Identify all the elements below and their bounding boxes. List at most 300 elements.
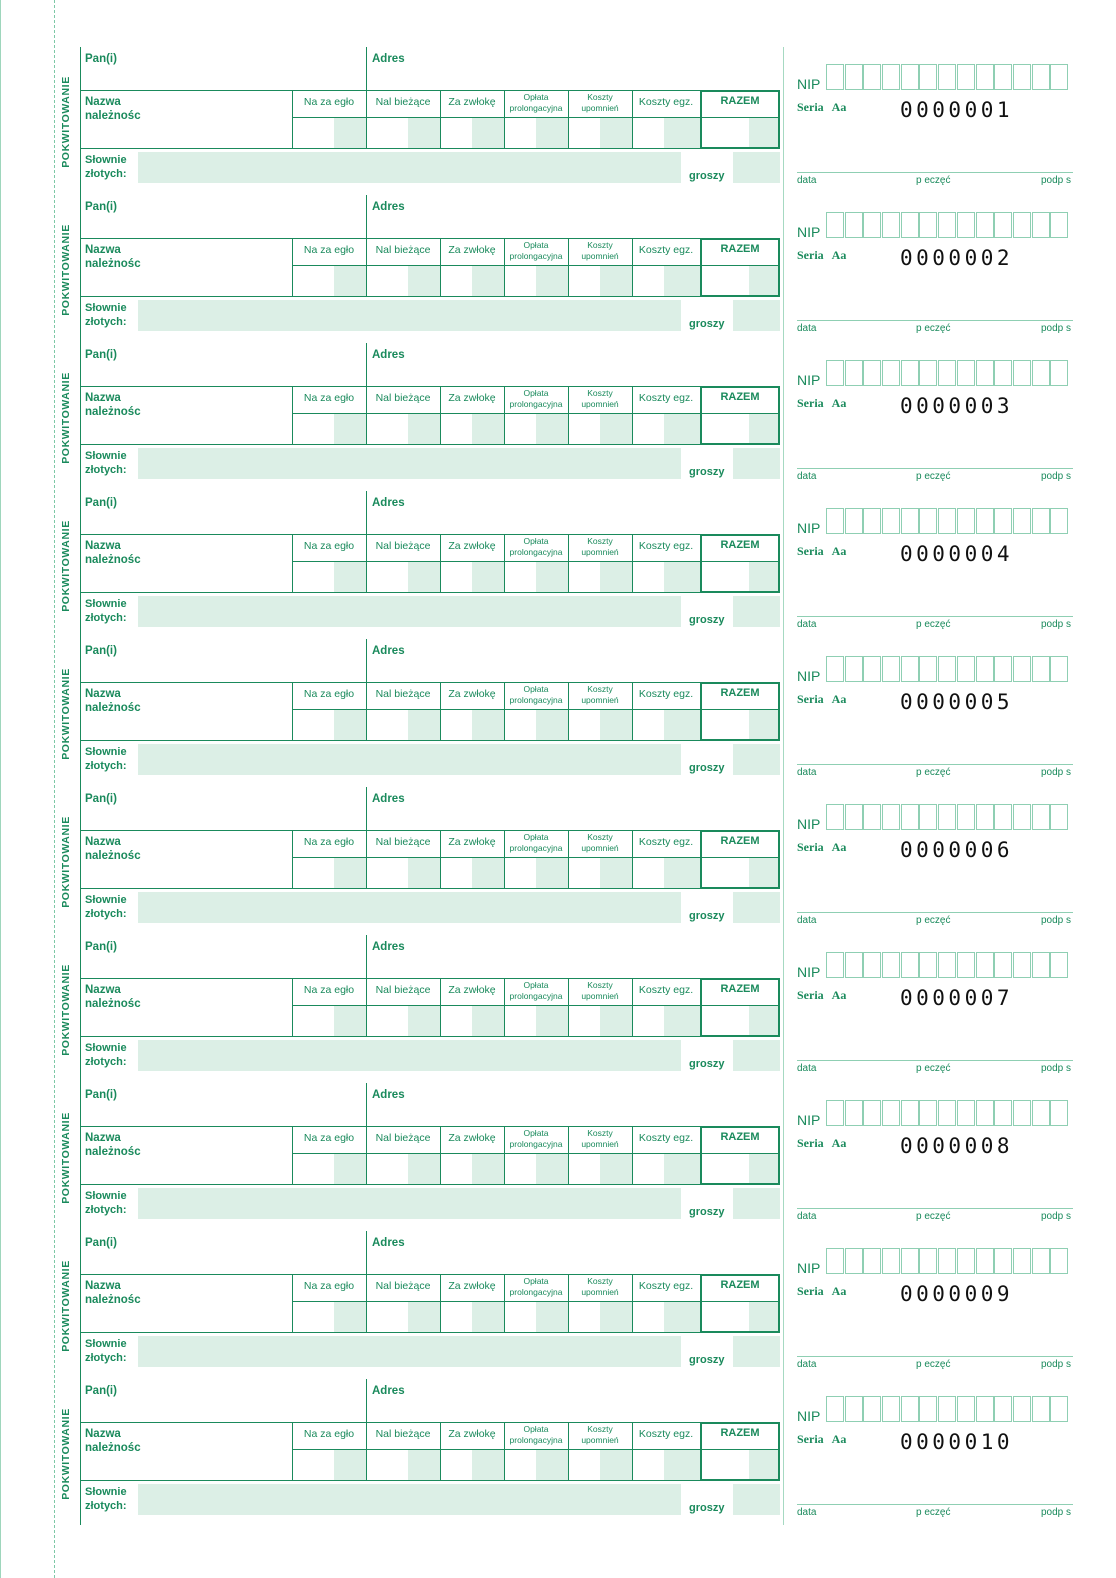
receipt-row: [0, 935, 1116, 1083]
slownie-label-2: złotych:: [85, 1056, 127, 1068]
podpis-label: podp s: [1041, 915, 1072, 926]
razem-box[interactable]: [700, 386, 780, 445]
receipt-row: [0, 1379, 1116, 1527]
seria-label: Seria Aa: [797, 1432, 847, 1446]
nazwa-label-2: należnośc: [85, 1146, 141, 1158]
razem-box[interactable]: [700, 1126, 780, 1185]
nip-boxes[interactable]: [826, 804, 1069, 830]
grosze-field-3[interactable]: [472, 1450, 504, 1480]
signature-line: [797, 468, 1073, 469]
slownie-field[interactable]: [138, 892, 681, 923]
groszy-field[interactable]: [733, 300, 780, 331]
pan-label: Pan(i): [85, 1385, 117, 1397]
grosze-field-4[interactable]: [536, 414, 568, 444]
col-razem: RAZEM: [720, 243, 760, 255]
col-za-zwloke: Za zwłokę: [448, 688, 496, 700]
col-razem: RAZEM: [720, 1131, 760, 1143]
grosze-field-4[interactable]: [536, 266, 568, 296]
col-oplata-line2: prolongacyjna: [509, 843, 563, 853]
nazwa-label-2: należnośc: [85, 110, 141, 122]
grosze-field-6[interactable]: [664, 1302, 700, 1332]
slownie-label-2: złotych:: [85, 908, 127, 920]
col-oplata-line1: Opłata: [523, 92, 549, 102]
col-razem: RAZEM: [720, 1279, 760, 1291]
slownie-label-2: złotych:: [85, 168, 127, 180]
rule: [80, 888, 780, 889]
razem-box[interactable]: [700, 534, 780, 593]
slownie-label-2: złotych:: [85, 1500, 127, 1512]
pan-adres-divider: [366, 787, 367, 830]
col-naleznosc-zalegla: Na za egło: [303, 392, 355, 404]
slownie-label-1: Słownie: [85, 746, 127, 758]
razem-box[interactable]: [700, 682, 780, 741]
razem-box[interactable]: [700, 1274, 780, 1333]
col-naleznosc-zalegla: Na za egło: [303, 244, 355, 256]
groszy-field[interactable]: [733, 1040, 780, 1071]
groszy-field[interactable]: [733, 152, 780, 183]
nip-label: NIP: [797, 1112, 821, 1128]
pokwitowanie-label: POKWITOWANIE: [60, 964, 72, 1056]
grosze-field-6[interactable]: [664, 1154, 700, 1184]
pan-label: Pan(i): [85, 349, 117, 361]
col-koszty-upomnien-line1: Koszty: [587, 240, 613, 250]
pieczec-label: p eczęć: [916, 767, 951, 778]
grosze-field-2[interactable]: [408, 1302, 440, 1332]
podpis-label: podp s: [1041, 1063, 1072, 1074]
pan-label: Pan(i): [85, 941, 117, 953]
nip-label: NIP: [797, 224, 821, 240]
grosze-field-2[interactable]: [408, 1450, 440, 1480]
serial-number: 0000006: [900, 838, 1014, 862]
groszy-field[interactable]: [733, 448, 780, 479]
grosze-field-4[interactable]: [536, 1154, 568, 1184]
pan-label: Pan(i): [85, 1089, 117, 1101]
rule: [80, 1480, 780, 1481]
grosze-field-3[interactable]: [472, 414, 504, 444]
grosze-field-6[interactable]: [664, 562, 700, 592]
slownie-label-1: Słownie: [85, 1042, 127, 1054]
grosze-field-1[interactable]: [334, 562, 366, 592]
rule: [80, 148, 780, 149]
grosze-field-3[interactable]: [472, 710, 504, 740]
groszy-field[interactable]: [733, 1336, 780, 1367]
col-koszty-upomnien-line1: Koszty: [587, 1128, 613, 1138]
serial-number: 0000009: [900, 1282, 1014, 1306]
pieczec-label: p eczęć: [916, 323, 951, 334]
col-oplata-line1: Opłata: [523, 832, 549, 842]
pan-adres-divider: [366, 47, 367, 90]
col-naleznosc-zalegla: Na za egło: [303, 1280, 355, 1292]
pan-label: Pan(i): [85, 201, 117, 213]
serial-number: 0000005: [900, 690, 1014, 714]
adres-label: Adres: [372, 349, 405, 361]
receipt-row: [0, 1231, 1116, 1379]
col-za-zwloke: Za zwłokę: [448, 1428, 496, 1440]
pan-adres-divider: [366, 491, 367, 534]
serial-number: 0000002: [900, 246, 1014, 270]
col-razem: RAZEM: [720, 95, 760, 107]
rule: [80, 592, 780, 593]
col-naleznosc-biezaca: Nal bieżące: [375, 836, 431, 848]
grosze-field-2[interactable]: [408, 562, 440, 592]
grosze-field-4[interactable]: [536, 562, 568, 592]
data-label: data: [797, 767, 817, 778]
pieczec-label: p eczęć: [916, 175, 951, 186]
adres-label: Adres: [372, 1089, 405, 1101]
nazwa-label-1: Nazwa: [85, 836, 121, 848]
grosze-field-6[interactable]: [664, 118, 700, 148]
col-naleznosc-biezaca: Nal bieżące: [375, 540, 431, 552]
col-koszty-egz: Koszty egz.: [638, 1132, 694, 1144]
nazwa-label-1: Nazwa: [85, 540, 121, 552]
nip-boxes[interactable]: [826, 656, 1069, 682]
signature-line: [797, 616, 1073, 617]
col-razem: RAZEM: [720, 391, 760, 403]
signature-line: [797, 1208, 1073, 1209]
grosze-field-4[interactable]: [536, 1006, 568, 1036]
col-oplata-line2: prolongacyjna: [509, 695, 563, 705]
nip-boxes[interactable]: [826, 1100, 1069, 1126]
col-razem: RAZEM: [720, 687, 760, 699]
grosze-field-5[interactable]: [600, 118, 632, 148]
pieczec-label: p eczęć: [916, 619, 951, 630]
slownie-label-1: Słownie: [85, 1190, 127, 1202]
grosze-field-1[interactable]: [334, 414, 366, 444]
nazwa-label-2: należnośc: [85, 554, 141, 566]
pieczec-label: p eczęć: [916, 1359, 951, 1370]
signature-line: [797, 1060, 1073, 1061]
rule: [80, 682, 778, 683]
nip-boxes[interactable]: [826, 952, 1069, 978]
col-koszty-egz: Koszty egz.: [638, 96, 694, 108]
col-naleznosc-zalegla: Na za egło: [303, 836, 355, 848]
slownie-label-2: złotych:: [85, 1352, 127, 1364]
pokwitowanie-label: POKWITOWANIE: [60, 1112, 72, 1204]
pan-adres-divider: [366, 935, 367, 978]
col-koszty-upomnien-line1: Koszty: [587, 684, 613, 694]
groszy-field[interactable]: [733, 1188, 780, 1219]
nip-boxes[interactable]: [826, 212, 1069, 238]
slownie-field[interactable]: [138, 744, 681, 775]
grosze-field-4[interactable]: [536, 858, 568, 888]
grosze-field-1[interactable]: [334, 858, 366, 888]
col-koszty-egz: Koszty egz.: [638, 836, 694, 848]
rule: [80, 1274, 778, 1275]
slownie-field[interactable]: [138, 300, 681, 331]
grosze-field-6[interactable]: [664, 266, 700, 296]
nip-boxes[interactable]: [826, 360, 1069, 386]
groszy-label: groszy: [689, 1354, 725, 1366]
pieczec-label: p eczęć: [916, 1063, 951, 1074]
nip-boxes[interactable]: [826, 1248, 1069, 1274]
serial-number: 0000003: [900, 394, 1014, 418]
grosze-field-1[interactable]: [334, 1154, 366, 1184]
slownie-field[interactable]: [138, 1040, 681, 1071]
col-koszty-egz: Koszty egz.: [638, 984, 694, 996]
signature-line: [797, 1504, 1073, 1505]
pokwitowanie-label: POKWITOWANIE: [60, 76, 72, 168]
col-naleznosc-biezaca: Nal bieżące: [375, 1428, 431, 1440]
adres-label: Adres: [372, 1237, 405, 1249]
col-naleznosc-zalegla: Na za egło: [303, 1132, 355, 1144]
col-naleznosc-biezaca: Nal bieżące: [375, 392, 431, 404]
serial-number: 0000008: [900, 1134, 1014, 1158]
nip-label: NIP: [797, 372, 821, 388]
pan-adres-divider: [366, 1083, 367, 1126]
slownie-field[interactable]: [138, 1484, 681, 1515]
groszy-label: groszy: [689, 1206, 725, 1218]
data-label: data: [797, 619, 817, 630]
col-za-zwloke: Za zwłokę: [448, 1280, 496, 1292]
slownie-field[interactable]: [138, 152, 681, 183]
col-za-zwloke: Za zwłokę: [448, 540, 496, 552]
grosze-field-3[interactable]: [472, 1302, 504, 1332]
pan-label: Pan(i): [85, 793, 117, 805]
grosze-field-1[interactable]: [334, 710, 366, 740]
grosze-field-4[interactable]: [536, 710, 568, 740]
grosze-field-6[interactable]: [664, 1450, 700, 1480]
col-koszty-upomnien-line2: upomnień: [581, 991, 619, 1001]
grosze-field-3[interactable]: [472, 562, 504, 592]
col-za-zwloke: Za zwłokę: [448, 836, 496, 848]
pan-adres-divider: [366, 1231, 367, 1274]
grosze-field-3[interactable]: [472, 266, 504, 296]
grosze-field-2[interactable]: [408, 118, 440, 148]
groszy-label: groszy: [689, 1058, 725, 1070]
rule: [80, 386, 778, 387]
col-naleznosc-biezaca: Nal bieżące: [375, 1132, 431, 1144]
seria-label: Seria Aa: [797, 840, 847, 854]
pieczec-label: p eczęć: [916, 915, 951, 926]
seria-label: Seria Aa: [797, 544, 847, 558]
col-oplata-line1: Opłata: [523, 240, 549, 250]
rule: [80, 1332, 780, 1333]
col-za-zwloke: Za zwłokę: [448, 244, 496, 256]
signature-line: [797, 1356, 1073, 1357]
col-koszty-egz: Koszty egz.: [638, 540, 694, 552]
pan-adres-divider: [366, 343, 367, 386]
rule: [80, 1126, 778, 1127]
grosze-field-5[interactable]: [600, 1450, 632, 1480]
slownie-field[interactable]: [138, 1336, 681, 1367]
nip-label: NIP: [797, 668, 821, 684]
col-koszty-upomnien-line2: upomnień: [581, 1287, 619, 1297]
grosze-field-5[interactable]: [600, 562, 632, 592]
rule: [80, 740, 780, 741]
groszy-label: groszy: [689, 1502, 725, 1514]
pokwitowanie-label: POKWITOWANIE: [60, 224, 72, 316]
data-label: data: [797, 1211, 817, 1222]
razem-box[interactable]: [700, 1422, 780, 1481]
nazwa-label-2: należnośc: [85, 998, 141, 1010]
col-koszty-upomnien-line1: Koszty: [587, 536, 613, 546]
podpis-label: podp s: [1041, 1211, 1072, 1222]
razem-box[interactable]: [700, 978, 780, 1037]
grosze-field-2[interactable]: [408, 1154, 440, 1184]
groszy-field[interactable]: [733, 1484, 780, 1515]
col-naleznosc-zalegla: Na za egło: [303, 540, 355, 552]
grosze-field-2[interactable]: [408, 266, 440, 296]
grosze-field-5[interactable]: [600, 266, 632, 296]
col-oplata-line1: Opłata: [523, 684, 549, 694]
receipt-row: [0, 491, 1116, 639]
grosze-field-6[interactable]: [664, 1006, 700, 1036]
adres-label: Adres: [372, 201, 405, 213]
col-razem: RAZEM: [720, 1427, 760, 1439]
col-naleznosc-biezaca: Nal bieżące: [375, 96, 431, 108]
adres-label: Adres: [372, 941, 405, 953]
nazwa-label-2: należnośc: [85, 1294, 141, 1306]
grosze-field-5[interactable]: [600, 1006, 632, 1036]
adres-label: Adres: [372, 497, 405, 509]
groszy-label: groszy: [689, 466, 725, 478]
col-koszty-upomnien-line2: upomnień: [581, 399, 619, 409]
pieczec-label: p eczęć: [916, 471, 951, 482]
col-naleznosc-zalegla: Na za egło: [303, 1428, 355, 1440]
grosze-field-1[interactable]: [334, 1302, 366, 1332]
razem-box[interactable]: [700, 90, 780, 149]
col-koszty-upomnien-line1: Koszty: [587, 832, 613, 842]
col-koszty-upomnien-line1: Koszty: [587, 1276, 613, 1286]
slownie-label-2: złotych:: [85, 464, 127, 476]
grosze-field-2[interactable]: [408, 710, 440, 740]
groszy-field[interactable]: [733, 892, 780, 923]
nip-label: NIP: [797, 76, 821, 92]
nip-boxes[interactable]: [826, 64, 1069, 90]
pokwitowanie-label: POKWITOWANIE: [60, 816, 72, 908]
col-naleznosc-biezaca: Nal bieżące: [375, 984, 431, 996]
podpis-label: podp s: [1041, 175, 1072, 186]
grosze-field-5[interactable]: [600, 1302, 632, 1332]
slownie-field[interactable]: [138, 596, 681, 627]
nazwa-label-1: Nazwa: [85, 1132, 121, 1144]
slownie-label-2: złotych:: [85, 760, 127, 772]
grosze-field-3[interactable]: [472, 858, 504, 888]
slownie-label-1: Słownie: [85, 894, 127, 906]
serial-number: 0000007: [900, 986, 1014, 1010]
col-naleznosc-biezaca: Nal bieżące: [375, 1280, 431, 1292]
col-koszty-upomnien-line2: upomnień: [581, 251, 619, 261]
grosze-field-5[interactable]: [600, 414, 632, 444]
groszy-field[interactable]: [733, 596, 780, 627]
slownie-label-1: Słownie: [85, 450, 127, 462]
col-koszty-upomnien-line1: Koszty: [587, 92, 613, 102]
data-label: data: [797, 1359, 817, 1370]
serial-number: 0000010: [900, 1430, 1014, 1454]
data-label: data: [797, 471, 817, 482]
grosze-field-5[interactable]: [600, 1154, 632, 1184]
podpis-label: podp s: [1041, 323, 1072, 334]
grosze-field-5[interactable]: [600, 858, 632, 888]
razem-box[interactable]: [700, 830, 780, 889]
grosze-field-2[interactable]: [408, 414, 440, 444]
rule: [80, 444, 780, 445]
podpis-label: podp s: [1041, 619, 1072, 630]
grosze-field-6[interactable]: [664, 710, 700, 740]
nazwa-label-1: Nazwa: [85, 244, 121, 256]
grosze-field-3[interactable]: [472, 118, 504, 148]
seria-label: Seria Aa: [797, 396, 847, 410]
pokwitowanie-label: POKWITOWANIE: [60, 1260, 72, 1352]
col-naleznosc-zalegla: Na za egło: [303, 96, 355, 108]
receipt-row: [0, 47, 1116, 195]
groszy-label: groszy: [689, 170, 725, 182]
grosze-field-4[interactable]: [536, 1450, 568, 1480]
grosze-field-4[interactable]: [536, 1302, 568, 1332]
col-koszty-upomnien-line2: upomnień: [581, 1435, 619, 1445]
col-koszty-egz: Koszty egz.: [638, 688, 694, 700]
razem-box[interactable]: [700, 238, 780, 297]
grosze-field-1[interactable]: [334, 266, 366, 296]
grosze-field-1[interactable]: [334, 1450, 366, 1480]
col-oplata-line1: Opłata: [523, 388, 549, 398]
slownie-label-2: złotych:: [85, 612, 127, 624]
nazwa-label-1: Nazwa: [85, 984, 121, 996]
grosze-field-3[interactable]: [472, 1154, 504, 1184]
nazwa-label-2: należnośc: [85, 850, 141, 862]
col-koszty-egz: Koszty egz.: [638, 244, 694, 256]
grosze-field-2[interactable]: [408, 1006, 440, 1036]
pan-adres-divider: [366, 639, 367, 682]
data-label: data: [797, 323, 817, 334]
slownie-field[interactable]: [138, 1188, 681, 1219]
grosze-field-1[interactable]: [334, 118, 366, 148]
data-label: data: [797, 915, 817, 926]
nazwa-label-1: Nazwa: [85, 1280, 121, 1292]
pan-adres-divider: [366, 1379, 367, 1422]
serial-number: 0000001: [900, 98, 1014, 122]
slownie-label-1: Słownie: [85, 1338, 127, 1350]
col-koszty-upomnien-line1: Koszty: [587, 980, 613, 990]
nip-boxes[interactable]: [826, 1396, 1069, 1422]
slownie-label-2: złotych:: [85, 316, 127, 328]
seria-label: Seria Aa: [797, 100, 847, 114]
adres-label: Adres: [372, 53, 405, 65]
seria-label: Seria Aa: [797, 692, 847, 706]
seria-label: Seria Aa: [797, 248, 847, 262]
col-razem: RAZEM: [720, 539, 760, 551]
col-koszty-upomnien-line2: upomnień: [581, 1139, 619, 1149]
slownie-field[interactable]: [138, 448, 681, 479]
grosze-field-5[interactable]: [600, 710, 632, 740]
grosze-field-6[interactable]: [664, 414, 700, 444]
groszy-label: groszy: [689, 318, 725, 330]
nazwa-label-1: Nazwa: [85, 1428, 121, 1440]
receipt-row: [0, 639, 1116, 787]
groszy-label: groszy: [689, 614, 725, 626]
slownie-label-1: Słownie: [85, 598, 127, 610]
grosze-field-1[interactable]: [334, 1006, 366, 1036]
pan-label: Pan(i): [85, 497, 117, 509]
slownie-label-1: Słownie: [85, 1486, 127, 1498]
pan-label: Pan(i): [85, 1237, 117, 1249]
podpis-label: podp s: [1041, 471, 1072, 482]
pieczec-label: p eczęć: [916, 1211, 951, 1222]
slownie-label-2: złotych:: [85, 1204, 127, 1216]
col-koszty-egz: Koszty egz.: [638, 1428, 694, 1440]
col-koszty-upomnien-line1: Koszty: [587, 1424, 613, 1434]
col-oplata-line2: prolongacyjna: [509, 1287, 563, 1297]
nip-boxes[interactable]: [826, 508, 1069, 534]
col-oplata-line2: prolongacyjna: [509, 1139, 563, 1149]
grosze-field-2[interactable]: [408, 858, 440, 888]
groszy-field[interactable]: [733, 744, 780, 775]
adres-label: Adres: [372, 793, 405, 805]
col-koszty-egz: Koszty egz.: [638, 392, 694, 404]
grosze-field-6[interactable]: [664, 858, 700, 888]
grosze-field-3[interactable]: [472, 1006, 504, 1036]
grosze-field-4[interactable]: [536, 118, 568, 148]
